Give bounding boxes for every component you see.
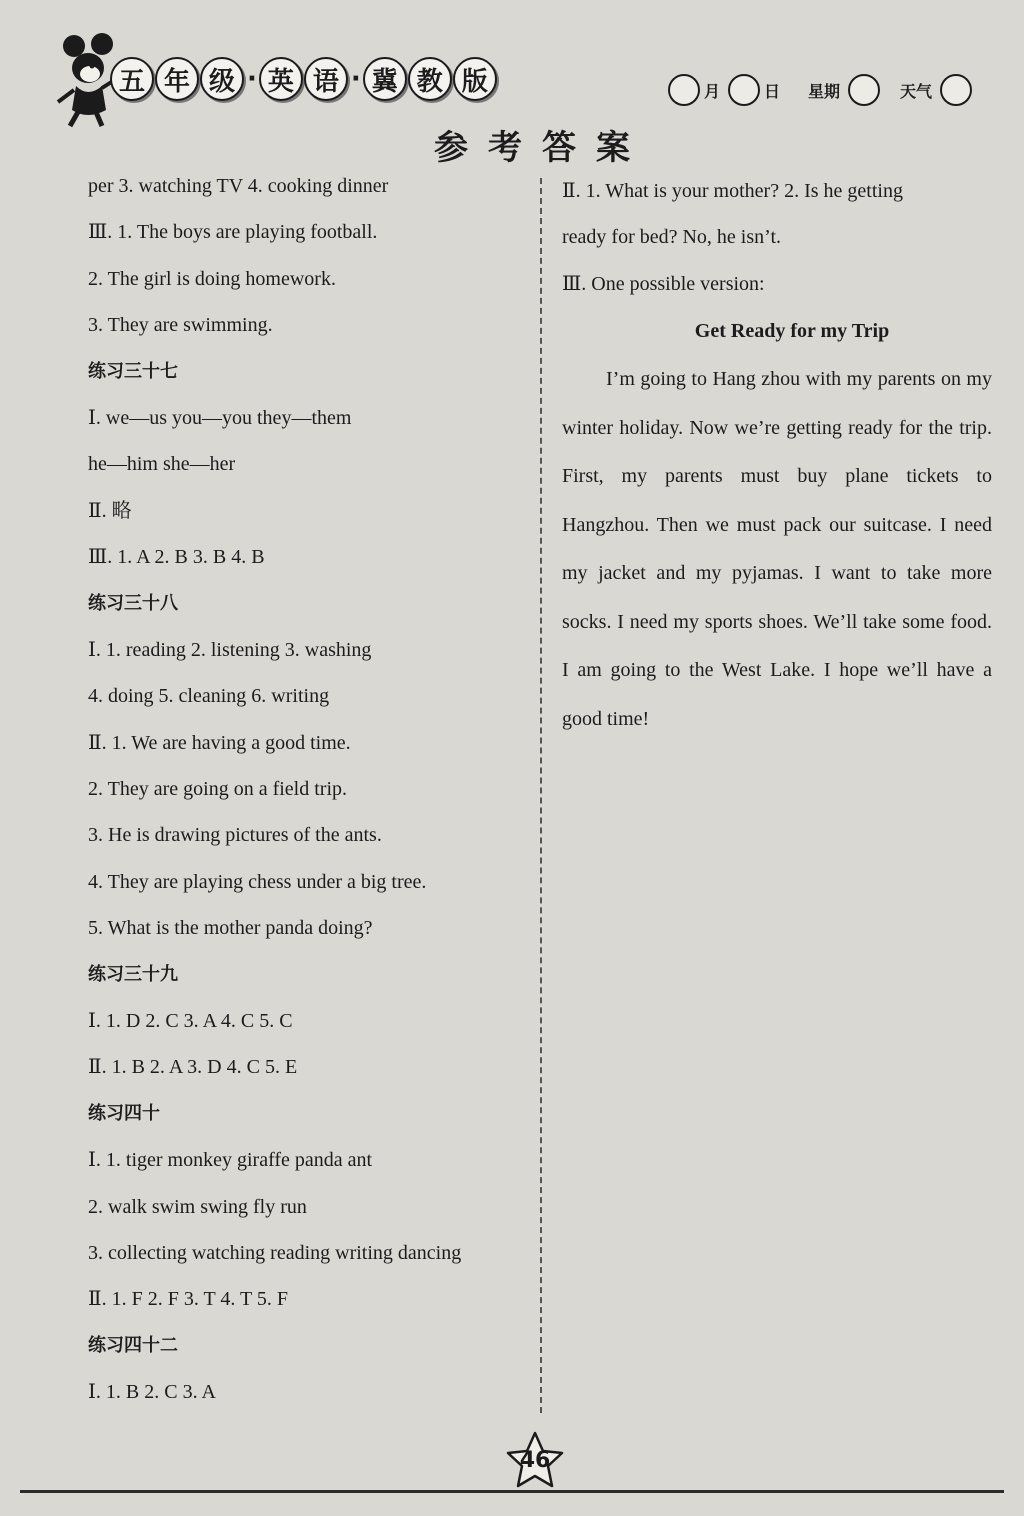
weekday-label: 星期 <box>808 81 841 101</box>
bottom-rule <box>20 1490 1004 1493</box>
left-column <box>88 163 538 1416</box>
essay-title: Get Ready for my Trip <box>694 320 890 343</box>
answer-line: Ⅰ. 1. tiger monkey giraffe panda ant <box>88 1149 373 1172</box>
essay-text: I’m going to Hang zhou with my parents on my winter holiday. Now we’re getting ready for the trip. First, my parents must buy plane tickets to Hangzhou. Then we must pack our suitcase. I need my jacket and my pyjamas. I want to take more socks. I need my sports shoes. We’ll take some food. I am going to the West Lake. I hope we’ll have a good time! <box>562 368 992 730</box>
right-column <box>562 168 992 743</box>
answer-line: 3. They are swimming. <box>88 314 273 337</box>
page-title: 参考答案 <box>434 128 650 168</box>
banner-separator: · <box>350 64 361 94</box>
weather-label: 天气 <box>900 81 933 101</box>
answer-line: 3. collecting watching reading writing dancing <box>88 1241 462 1264</box>
answer-line: Ⅱ. 1. We are having a good time. <box>88 731 351 754</box>
answer-line: Ⅱ. 1. What is your mother? 2. Is he getting <box>562 180 903 202</box>
answer-line: 4. doing 5. cleaning 6. writing <box>88 685 330 708</box>
exercise-heading: 练习四十 <box>88 1102 160 1124</box>
day-label: 日 <box>764 81 781 101</box>
answer-line: Ⅲ. 1. The boys are playing football. <box>88 221 378 244</box>
answer-line: Ⅰ. 1. reading 2. listening 3. washing <box>88 638 372 661</box>
page-number: 46 <box>519 1448 551 1473</box>
answer-line: Ⅱ. 略 <box>88 499 132 522</box>
banner-char: 语 <box>304 57 348 101</box>
banner-char: 五 <box>110 57 154 101</box>
answer-line: Ⅱ. 1. F 2. F 3. T 4. T 5. F <box>88 1288 288 1311</box>
answer-line: 4. They are playing chess under a big tree. <box>88 870 427 893</box>
page-header <box>0 0 1024 170</box>
answer-line: Ⅰ. 1. D 2. C 3. A 4. C 5. C <box>88 1010 293 1033</box>
banner-char: 级 <box>200 57 244 101</box>
grade-subject-banner <box>110 56 498 102</box>
answer-line: ready for bed? No, he isn’t. <box>562 226 782 249</box>
banner-separator: · <box>247 64 257 94</box>
weather-blank <box>940 74 972 106</box>
banner-char: 教 <box>408 57 452 101</box>
banner-char: 冀 <box>363 57 407 101</box>
answer-line: Ⅲ. One possible version: <box>562 272 765 295</box>
answer-line: Ⅱ. 1. B 2. A 3. D 4. C 5. E <box>88 1056 298 1079</box>
answer-line: 2. walk swim swing fly run <box>88 1195 307 1218</box>
column-divider <box>540 178 542 1413</box>
banner-char: 年 <box>155 57 199 101</box>
exercise-heading: 练习三十八 <box>88 592 178 614</box>
month-blank <box>668 74 700 106</box>
answer-line: 2. The girl is doing homework. <box>88 267 336 290</box>
exercise-heading: 练习三十七 <box>88 360 178 382</box>
exercise-heading: 练习四十二 <box>88 1334 178 1356</box>
answer-line: Ⅲ. 1. A 2. B 3. B 4. B <box>88 546 265 569</box>
answer-line: he—him she—her <box>88 453 236 476</box>
answer-line: Ⅰ. we—us you—you they—them <box>88 406 352 429</box>
weekday-blank <box>848 74 880 106</box>
day-blank <box>728 74 760 106</box>
month-label: 月 <box>704 81 721 101</box>
banner-char: 版 <box>453 57 497 101</box>
answer-line: 3. He is drawing pictures of the ants. <box>88 824 382 847</box>
answer-line: 5. What is the mother panda doing? <box>88 917 373 940</box>
answer-line: 2. They are going on a field trip. <box>88 778 348 801</box>
answer-line: per 3. watching TV 4. cooking dinner <box>88 175 389 197</box>
banner-char: 英 <box>259 57 303 101</box>
answer-line: Ⅰ. 1. B 2. C 3. A <box>88 1381 216 1404</box>
date-weather-row <box>668 72 972 108</box>
exercise-heading: 练习三十九 <box>88 963 178 985</box>
